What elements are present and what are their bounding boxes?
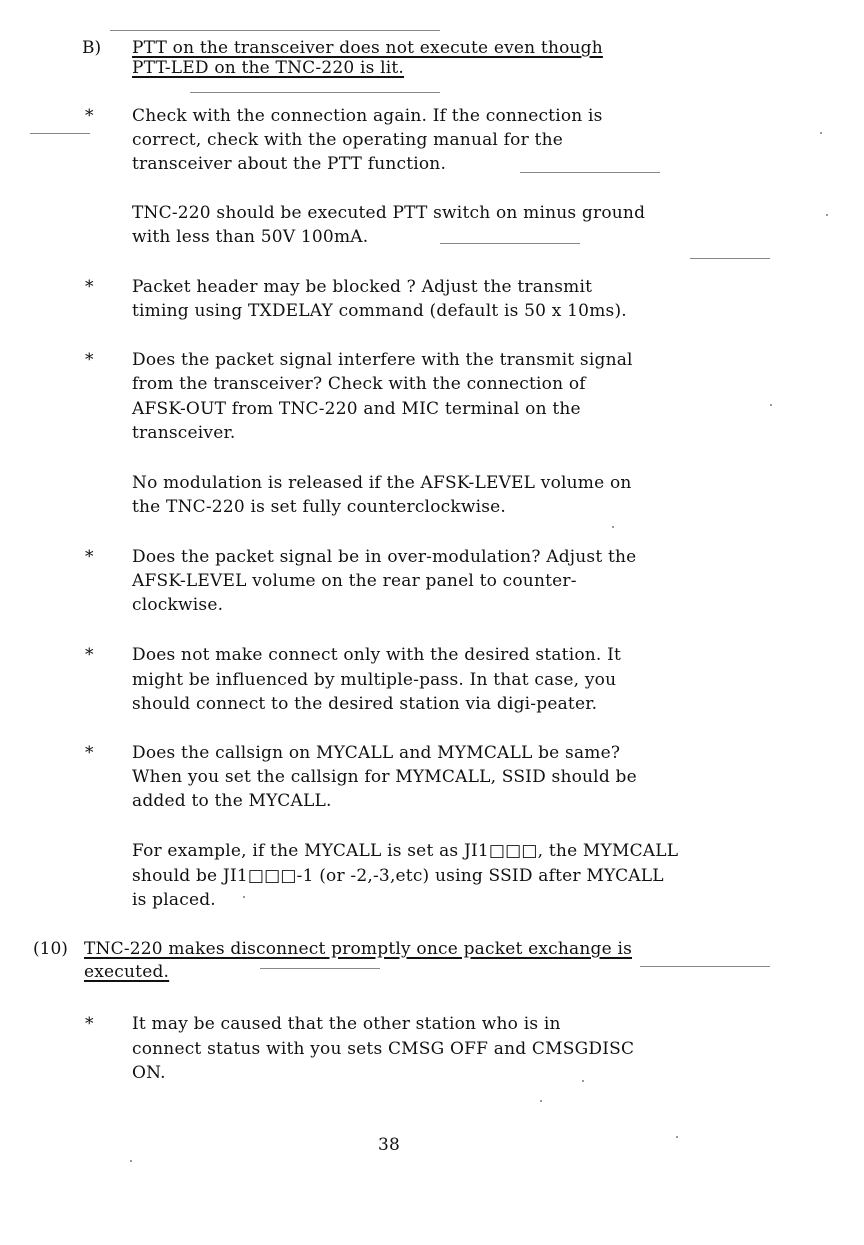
item-text-line: It may be caused that the other station who is in bbox=[132, 1014, 561, 1034]
item-text-line: transceiver. bbox=[132, 423, 236, 443]
scan-artifact bbox=[110, 30, 440, 31]
scan-artifact bbox=[440, 243, 580, 244]
item-text-line: AFSK-OUT from TNC-220 and MIC terminal on the bbox=[132, 399, 581, 419]
item-note-line: TNC-220 should be executed PTT switch on minus ground bbox=[132, 203, 646, 223]
item-text-line: Does the packet signal interfere with the transmit signal bbox=[132, 350, 633, 370]
item-text-line: might be influenced by multiple-pass. In that case, you bbox=[132, 670, 617, 690]
section-marker-10: (10) bbox=[33, 939, 68, 959]
scan-artifact bbox=[190, 92, 440, 93]
scan-dot bbox=[676, 1136, 678, 1138]
bullet-marker: * bbox=[85, 1014, 94, 1034]
scan-dot bbox=[612, 526, 614, 528]
section-10-heading-line: executed. bbox=[84, 962, 170, 982]
item-text-line: AFSK-LEVEL volume on the rear panel to counter- bbox=[132, 571, 577, 591]
bullet-marker: * bbox=[85, 645, 94, 665]
scan-dot bbox=[770, 404, 772, 406]
item-note-line: For example, if the MYCALL is set as JI1□□□, the MYMCALL bbox=[132, 841, 679, 861]
item-note-line: is placed. bbox=[132, 890, 216, 910]
scan-artifact bbox=[260, 968, 380, 969]
section-10-heading-line: TNC-220 makes disconnect promptly once packet exchange is bbox=[84, 939, 633, 959]
bullet-marker: * bbox=[85, 547, 94, 567]
scan-artifact bbox=[640, 966, 770, 967]
scan-artifact bbox=[690, 258, 770, 259]
section-b-heading-line: PTT on the transceiver does not execute even though bbox=[132, 38, 603, 58]
section-b-heading-line: PTT-LED on the TNC-220 is lit. bbox=[132, 58, 405, 78]
scan-dot bbox=[820, 132, 822, 134]
scan-dot bbox=[130, 1160, 132, 1162]
item-text-line: Packet header may be blocked ? Adjust the transmit bbox=[132, 277, 593, 297]
section-marker-b: B) bbox=[82, 38, 102, 58]
item-text-line: transceiver about the PTT function. bbox=[132, 154, 447, 174]
bullet-marker: * bbox=[85, 277, 94, 297]
item-text-line: added to the MYCALL. bbox=[132, 791, 332, 811]
item-text-line: correct, check with the operating manual for the bbox=[132, 130, 563, 150]
item-text-line: connect status with you sets CMSG OFF and CMSGDISC bbox=[132, 1039, 635, 1059]
scan-artifact bbox=[30, 133, 90, 134]
item-text-line: should connect to the desired station via digi-peater. bbox=[132, 694, 598, 714]
item-text-line: clockwise. bbox=[132, 595, 224, 615]
bullet-marker: * bbox=[85, 350, 94, 370]
scan-dot bbox=[826, 214, 828, 216]
item-note-line: should be JI1□□□-1 (or -2,-3,etc) using SSID after MYCALL bbox=[132, 866, 664, 886]
item-text-line: ON. bbox=[132, 1063, 166, 1083]
item-text-line: When you set the callsign for MYMCALL, SSID should be bbox=[132, 767, 637, 787]
scan-artifact bbox=[520, 172, 660, 173]
item-text-line: Does not make connect only with the desired station. It bbox=[132, 645, 622, 665]
scan-dot bbox=[540, 1100, 542, 1102]
item-text-line: Check with the connection again. If the connection is bbox=[132, 106, 603, 126]
item-note-line: No modulation is released if the AFSK-LEVEL volume on bbox=[132, 473, 632, 493]
item-text-line: timing using TXDELAY command (default is 50 x 10ms). bbox=[132, 301, 627, 321]
item-note-line: the TNC-220 is set fully counterclockwise. bbox=[132, 497, 507, 517]
bullet-marker: * bbox=[85, 743, 94, 763]
page-number: 38 bbox=[378, 1135, 401, 1155]
item-note-line: with less than 50V 100mA. bbox=[132, 227, 369, 247]
bullet-marker: * bbox=[85, 106, 94, 126]
item-text-line: Does the callsign on MYCALL and MYMCALL be same? bbox=[132, 743, 621, 763]
scan-dot bbox=[243, 896, 245, 898]
item-text-line: from the transceiver? Check with the connection of bbox=[132, 374, 586, 394]
scan-dot bbox=[582, 1080, 584, 1082]
item-text-line: Does the packet signal be in over-modulation? Adjust the bbox=[132, 547, 637, 567]
